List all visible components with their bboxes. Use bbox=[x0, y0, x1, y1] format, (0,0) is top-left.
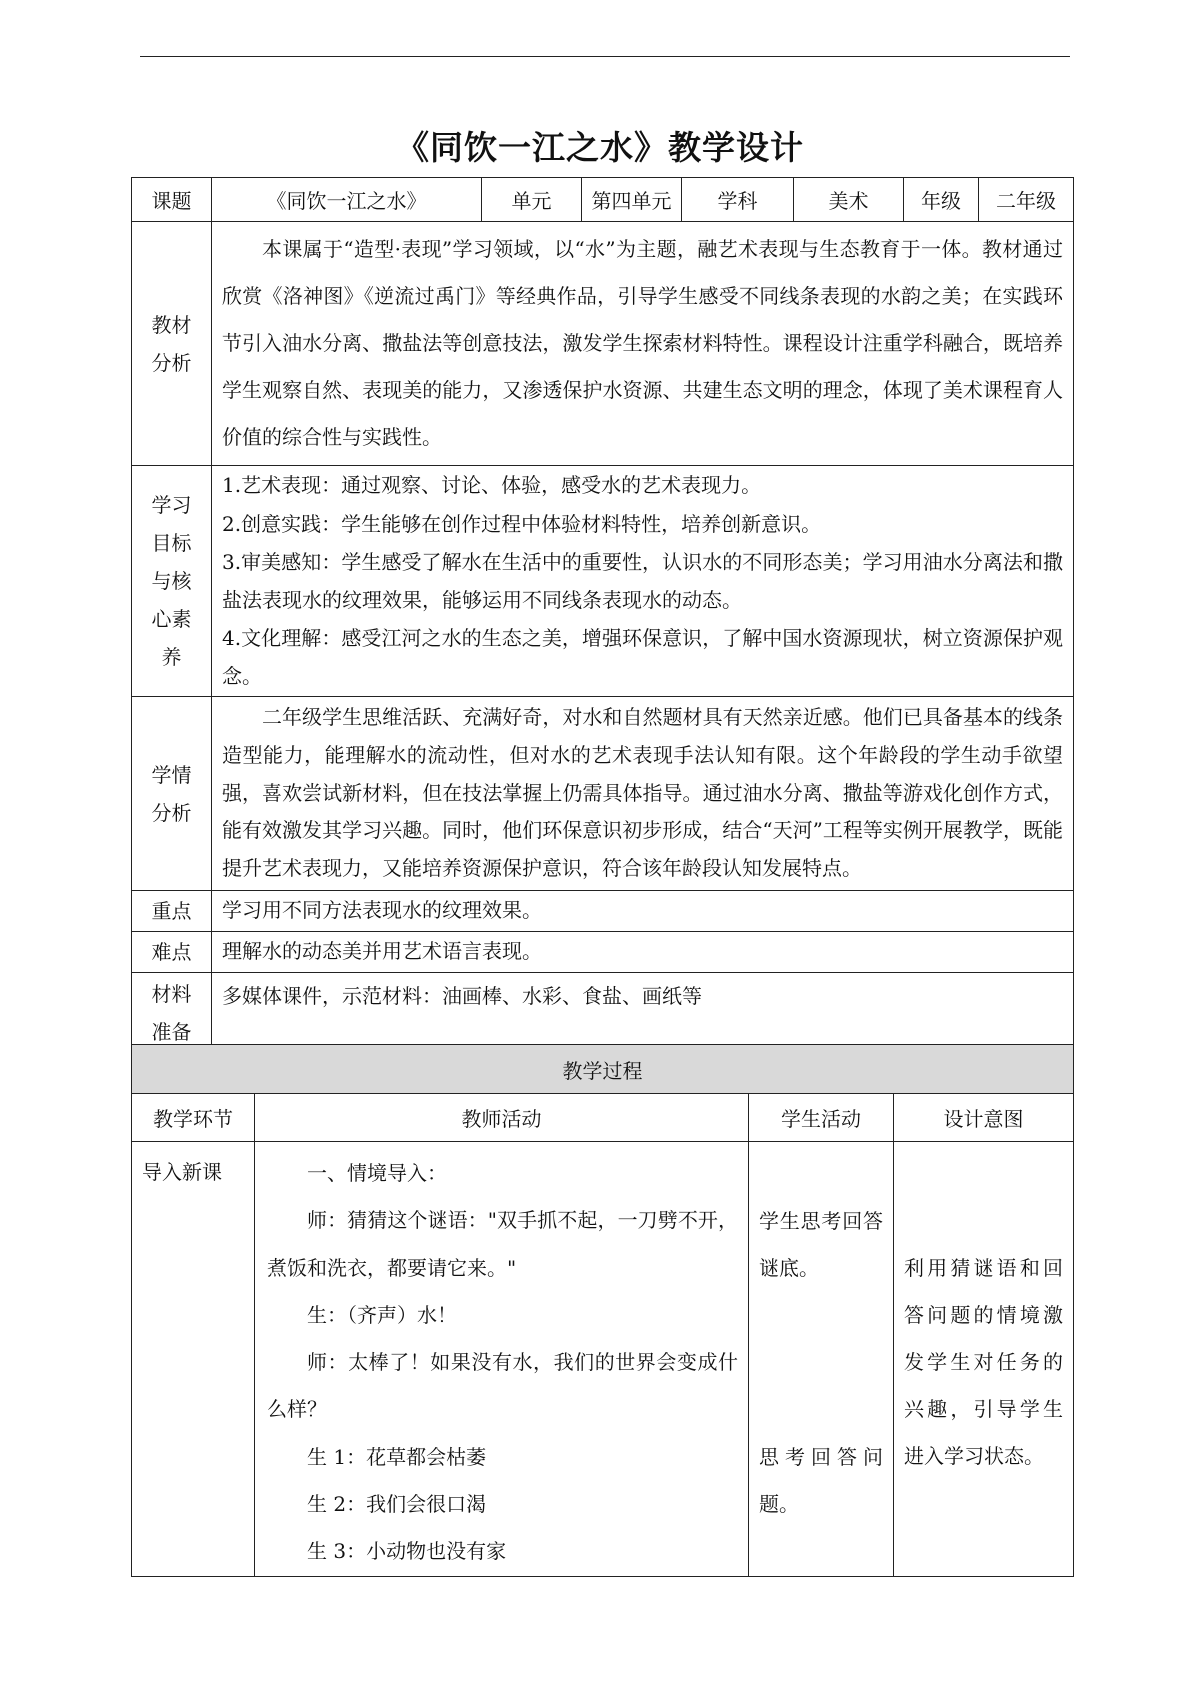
materials-row bbox=[132, 973, 1074, 1053]
analysis-text-cell bbox=[212, 222, 1074, 466]
header-stage: 教学环节 bbox=[132, 1094, 255, 1142]
topic-label: 课题 bbox=[132, 178, 212, 222]
teacher-line-2: 师：猜猜这个谜语："双手抓不起，一刀劈不开，煮饭和洗衣，都要请它来。" bbox=[267, 1208, 738, 1280]
header-student: 学生活动 bbox=[749, 1094, 894, 1142]
subject-value: 美术 bbox=[794, 178, 904, 222]
unit-label: 单元 bbox=[482, 178, 582, 222]
learners-label: 学情 分析 bbox=[132, 697, 212, 891]
teacher-line-4: 师：太棒了！如果没有水，我们的世界会变成什么样？ bbox=[267, 1350, 738, 1422]
lesson-info-table bbox=[131, 177, 1074, 1053]
teaching-process-table bbox=[131, 1044, 1074, 1577]
learners-text: 二年级学生思维活跃、充满好奇，对水和自然题材具有天然亲近感。他们已具备基本的线条造型能力，能理解水的流动性，但对水的艺术表现手法认知有限。这个年龄段的学生动手欲望强，喜欢尝试新材料，但在技法掌握上仍需具体指导。通过油水分离、撒盐等游戏化创作方式，能有效激发其学习兴趣。同时，他们环保意识初步形成，结合“天河”工程等实例开展教学，既能提升艺术表现力，又能培养资源保护意识，符合该年龄段认知发展特点。 bbox=[222, 705, 1063, 881]
grade-value: 二年级 bbox=[979, 178, 1074, 222]
stage-name: 导入新课 bbox=[132, 1142, 255, 1577]
key-point-text: 学习用不同方法表现水的纹理效果。 bbox=[212, 891, 1074, 932]
teacher-line-5: 生 1：花草都会枯萎 bbox=[307, 1444, 487, 1469]
design-intent: 利用猜谜语和回答问题的情境激发学生对任务的兴趣，引导学生进入学习状态。 bbox=[904, 1256, 1063, 1468]
topic-row bbox=[132, 178, 1074, 222]
difficulty-label: 难点 bbox=[132, 932, 212, 973]
goal-item-4: 4.文化理解：感受江河之水的生态之美，增强环保意识，了解中国水资源现状，树立资源保护观念。 bbox=[222, 626, 1063, 689]
teacher-line-1: 一、情境导入： bbox=[307, 1161, 447, 1185]
process-title-row bbox=[132, 1045, 1074, 1094]
teacher-line-7: 生 3：小动物也没有家 bbox=[307, 1539, 507, 1564]
student-activity-cell bbox=[749, 1142, 894, 1577]
student-activity-1: 学生思考回答谜底。 bbox=[759, 1209, 883, 1280]
student-activity-2: 思考回答问题。 bbox=[759, 1445, 883, 1516]
materials-text: 多媒体课件，示范材料：油画棒、水彩、食盐、画纸等 bbox=[212, 973, 1074, 1053]
goal-item-2: 2.创意实践：学生能够在创作过程中体验材料特性，培养创新意识。 bbox=[222, 511, 822, 536]
document-title: 《同饮一江之水》教学设计 bbox=[396, 128, 804, 167]
learners-row bbox=[132, 697, 1074, 891]
process-header-row bbox=[132, 1094, 1074, 1142]
header-rule bbox=[140, 56, 1070, 57]
subject-label: 学科 bbox=[682, 178, 794, 222]
difficulty-row bbox=[132, 932, 1074, 973]
goals-label: 学习 目标 与核 心素 养 bbox=[132, 466, 212, 697]
teacher-activity-cell bbox=[255, 1142, 749, 1577]
learners-text-cell bbox=[212, 697, 1074, 891]
goals-row bbox=[132, 466, 1074, 697]
teacher-line-6: 生 2：我们会很口渴 bbox=[307, 1492, 487, 1517]
design-intent-cell bbox=[894, 1142, 1074, 1577]
header-teacher: 教师活动 bbox=[255, 1094, 749, 1142]
key-point-row bbox=[132, 891, 1074, 932]
analysis-text: 本课属于“造型·表现”学习领域，以“水”为主题，融艺术表现与生态教育于一体。教材通过欣赏《洛神图》《逆流过禹门》等经典作品，引导学生感受不同线条表现的水韵之美；在实践环节引入油水分离、撒盐法等创意技法，激发学生探索材料特性。课程设计注重学科融合，既培养学生观察自然、表现美的能力，又渗透保护水资源、共建生态文明的理念，体现了美术课程育人价值的综合性与实践性。 bbox=[222, 237, 1063, 449]
analysis-label: 教材 分析 bbox=[132, 222, 212, 466]
analysis-row bbox=[132, 222, 1074, 466]
process-title: 教学过程 bbox=[132, 1045, 1074, 1094]
header-intent: 设计意图 bbox=[894, 1094, 1074, 1142]
topic-value: 《同饮一江之水》 bbox=[212, 178, 482, 222]
goals-list-cell bbox=[212, 466, 1074, 697]
difficulty-text: 理解水的动态美并用艺术语言表现。 bbox=[212, 932, 1074, 973]
teacher-line-3: 生：（齐声）水！ bbox=[307, 1302, 457, 1327]
grade-label: 年级 bbox=[904, 178, 979, 222]
process-row-intro bbox=[132, 1142, 1074, 1577]
goal-item-3: 3.审美感知：学生感受了解水在生活中的重要性，认识水的不同形态美；学习用油水分离法和撒盐法表现水的纹理效果，能够运用不同线条表现水的动态。 bbox=[222, 549, 1063, 612]
key-point-label: 重点 bbox=[132, 891, 212, 932]
goal-item-1: 1.艺术表现：通过观察、讨论、体验，感受水的艺术表现力。 bbox=[222, 473, 762, 498]
unit-value: 第四单元 bbox=[582, 178, 682, 222]
materials-label: 材料 准备 bbox=[132, 973, 212, 1053]
